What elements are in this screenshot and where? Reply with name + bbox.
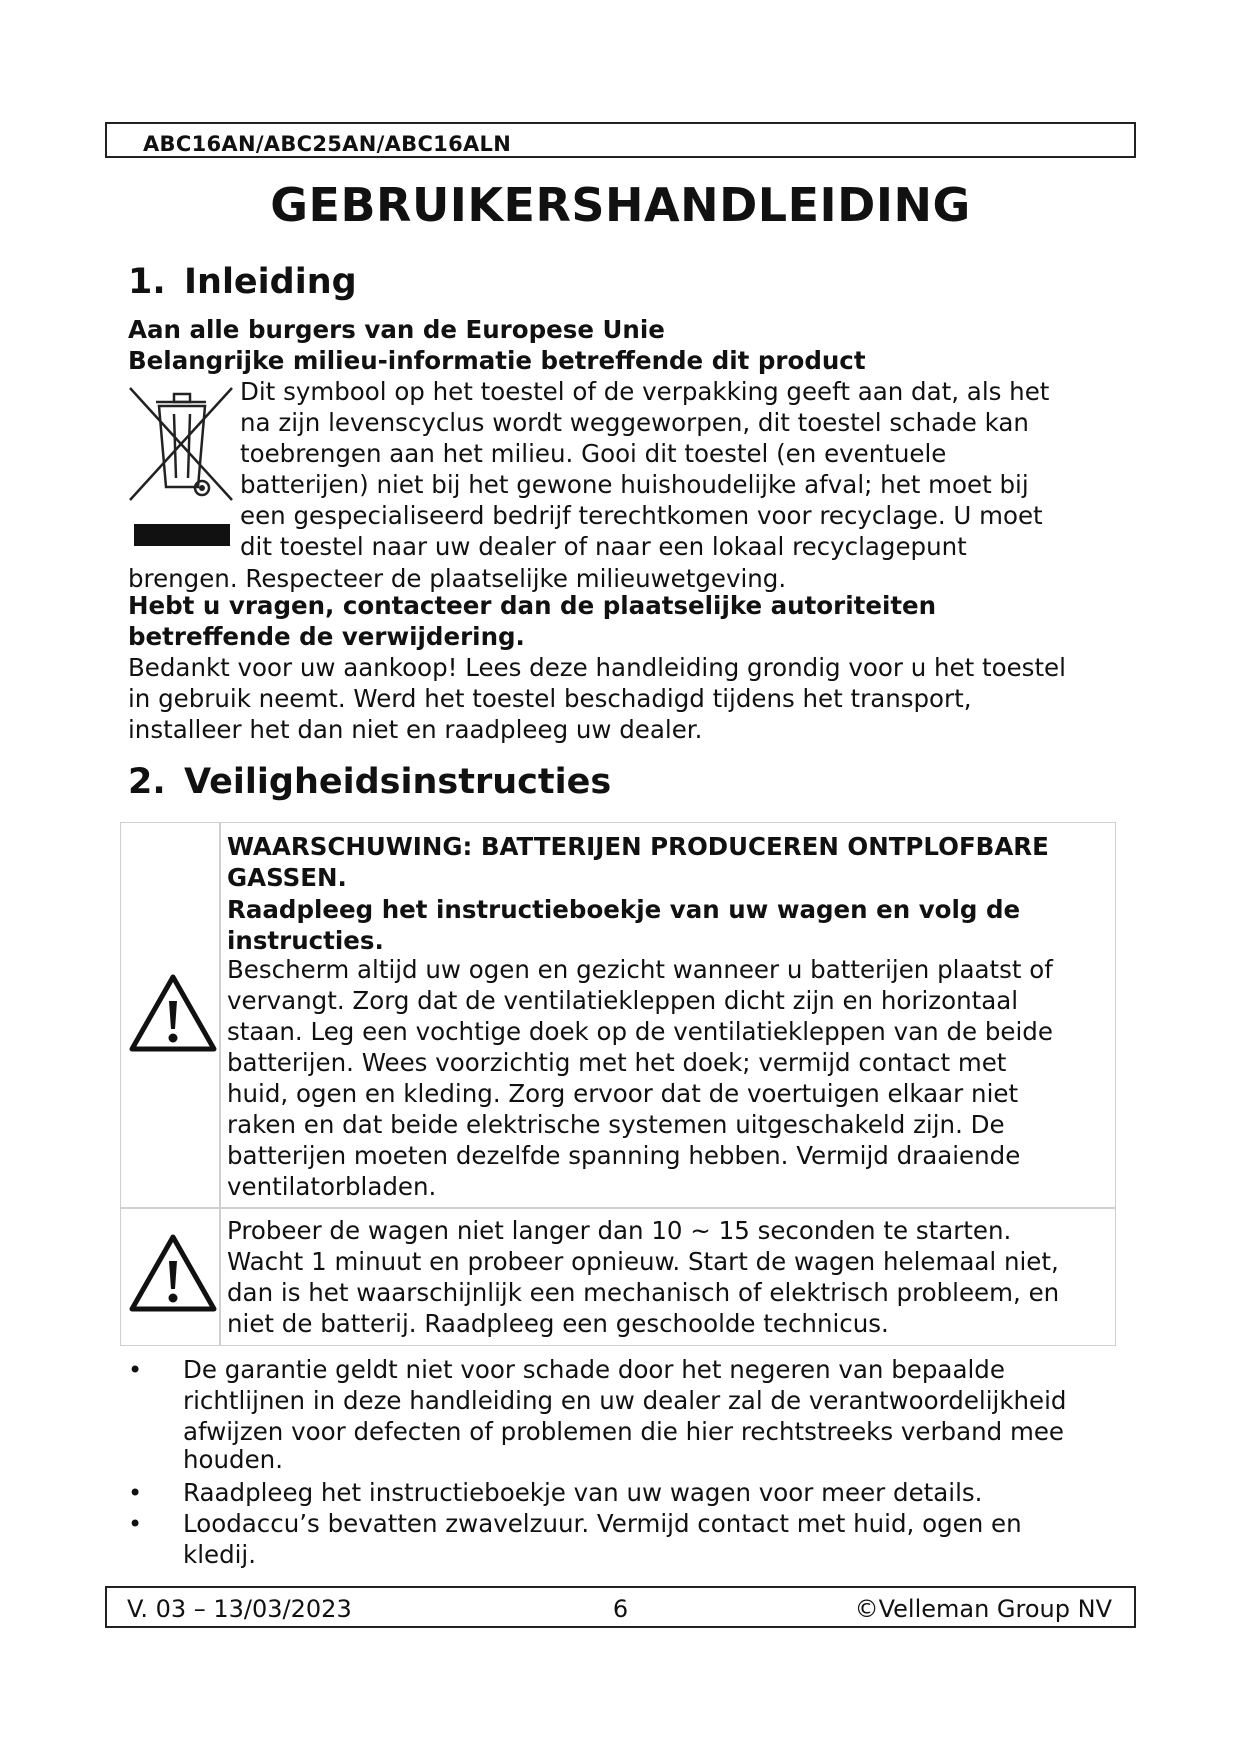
weee-crossed-bin-icon xyxy=(126,382,236,552)
warning-heading-line: Raadpleeg het instructieboekje van uw wagen en volg de xyxy=(227,895,1021,924)
warning-text-line: raken en dat beide elektrische systemen uitgeschakeld zijn. De xyxy=(227,1110,1005,1139)
weee-text-line: Dit symbool op het toestel of de verpakking geeft aan dat, als het xyxy=(240,377,1050,406)
document-title: GEBRUIKERSHANDLEIDING xyxy=(270,178,971,232)
weee-text-line: dit toestel naar uw dealer of naar een lokaal recyclagepunt xyxy=(240,532,967,561)
weee-text-line: brengen. Respecteer de plaatselijke milieuwetgeving. xyxy=(128,564,787,593)
model-numbers: ABC16AN/ABC25AN/ABC16ALN xyxy=(143,132,512,156)
warning-text-line: ventilatorbladen. xyxy=(227,1172,437,1201)
list-item-line: richtlijnen in deze handleiding en uw dealer zal de verantwoordelijkheid xyxy=(183,1386,1067,1415)
version-date: V. 03 – 13/03/2023 xyxy=(127,1595,352,1623)
warning-text-line: dan is het waarschijnlijk een mechanisch of elektrisch probleem, en xyxy=(227,1278,1060,1307)
warning-text-line: batterijen. Wees voorzichtig met het doek; vermijd contact met xyxy=(227,1048,1007,1077)
warning-text-line: huid, ogen en kleding. Zorg ervoor dat de voertuigen elkaar niet xyxy=(227,1079,1019,1108)
copyright: ©Velleman Group NV xyxy=(854,1595,1112,1623)
warning-triangle-icon xyxy=(129,1233,217,1313)
warning-heading-line: instructies. xyxy=(227,926,384,955)
table-divider xyxy=(121,1207,1115,1209)
warning-triangle-icon xyxy=(129,973,217,1053)
thanks-text-line: installeer het dan niet en raadpleeg uw dealer. xyxy=(128,715,703,744)
thanks-text-line: Bedankt voor uw aankoop! Lees deze handleiding grondig voor u het toestel xyxy=(128,653,1066,682)
safety-warning-table xyxy=(120,822,1116,1346)
warning-text-line: vervangt. Zorg dat de ventilatiekleppen dicht zijn en horizontaal xyxy=(227,986,1019,1015)
questions-note: betreffende de verwijdering. xyxy=(128,622,525,651)
weee-text-line: een gespecialiseerd bedrijf terechtkomen voor recyclage. U moet xyxy=(240,501,1043,530)
list-item-line: Loodaccu’s bevatten zwavelzuur. Vermijd contact met huid, ogen en xyxy=(183,1509,1022,1538)
weee-text-line: na zijn levenscyclus wordt weggeworpen, dit toestel schade kan xyxy=(240,408,1029,437)
warning-text-line: Wacht 1 minuut en probeer opnieuw. Start de wagen helemaal niet, xyxy=(227,1247,1059,1276)
list-item-line: afwijzen voor defecten of problemen die hier rechtstreeks verband mee xyxy=(183,1417,1064,1446)
environment-info-subheading: Belangrijke milieu-informatie betreffende dit product xyxy=(128,346,866,375)
section-2-number: 2. xyxy=(128,762,166,802)
table-divider xyxy=(219,823,221,1345)
warning-text-line: Bescherm altijd uw ogen en gezicht wanneer u batterijen plaatst of xyxy=(227,955,1053,984)
list-item-line: Raadpleeg het instructieboekje van uw wagen voor meer details. xyxy=(183,1478,983,1507)
bullet-dot: • xyxy=(128,1479,143,1507)
section-2-title: Veiligheidsinstructies xyxy=(184,762,612,802)
section-1-number: 1. xyxy=(128,262,166,302)
thanks-text-line: in gebruik neemt. Werd het toestel beschadigd tijdens het transport, xyxy=(128,684,972,713)
weee-text-line: batterijen) niet bij het gewone huishoudelijke afval; het moet bij xyxy=(240,470,1029,499)
list-item-line: houden. xyxy=(183,1445,283,1474)
weee-text-line: toebrengen aan het milieu. Gooi dit toestel (en eventuele xyxy=(240,439,947,468)
warning-text-line: batterijen moeten dezelfde spanning hebben. Vermijd draaiende xyxy=(227,1141,1021,1170)
list-item-line: De garantie geldt niet voor schade door het negeren van bepaalde xyxy=(183,1355,1005,1384)
section-2-heading xyxy=(128,762,611,802)
questions-note: Hebt u vragen, contacteer dan de plaatselijke autoriteiten xyxy=(128,591,937,620)
header-box xyxy=(105,122,1136,158)
bullet-dot: • xyxy=(128,1510,143,1538)
warning-heading-line: WAARSCHUWING: BATTERIJEN PRODUCEREN ONTPLOFBARE xyxy=(227,832,1049,861)
warning-text-line: staan. Leg een vochtige doek op de ventilatiekleppen van de beide xyxy=(227,1017,1053,1046)
section-1-heading xyxy=(128,262,357,302)
bullet-dot: • xyxy=(128,1356,143,1384)
section-1-title: Inleiding xyxy=(184,262,357,302)
warning-heading-line: GASSEN. xyxy=(227,863,347,892)
page-number: 6 xyxy=(612,1595,629,1623)
warning-text-line: niet de batterij. Raadpleeg een geschoolde technicus. xyxy=(227,1309,889,1338)
footer-box xyxy=(105,1586,1136,1628)
list-item-line: kledij. xyxy=(183,1540,257,1569)
eu-citizens-subheading: Aan alle burgers van de Europese Unie xyxy=(128,315,665,344)
warning-text-line: Probeer de wagen niet langer dan 10 ~ 15 seconden te starten. xyxy=(227,1216,1012,1245)
